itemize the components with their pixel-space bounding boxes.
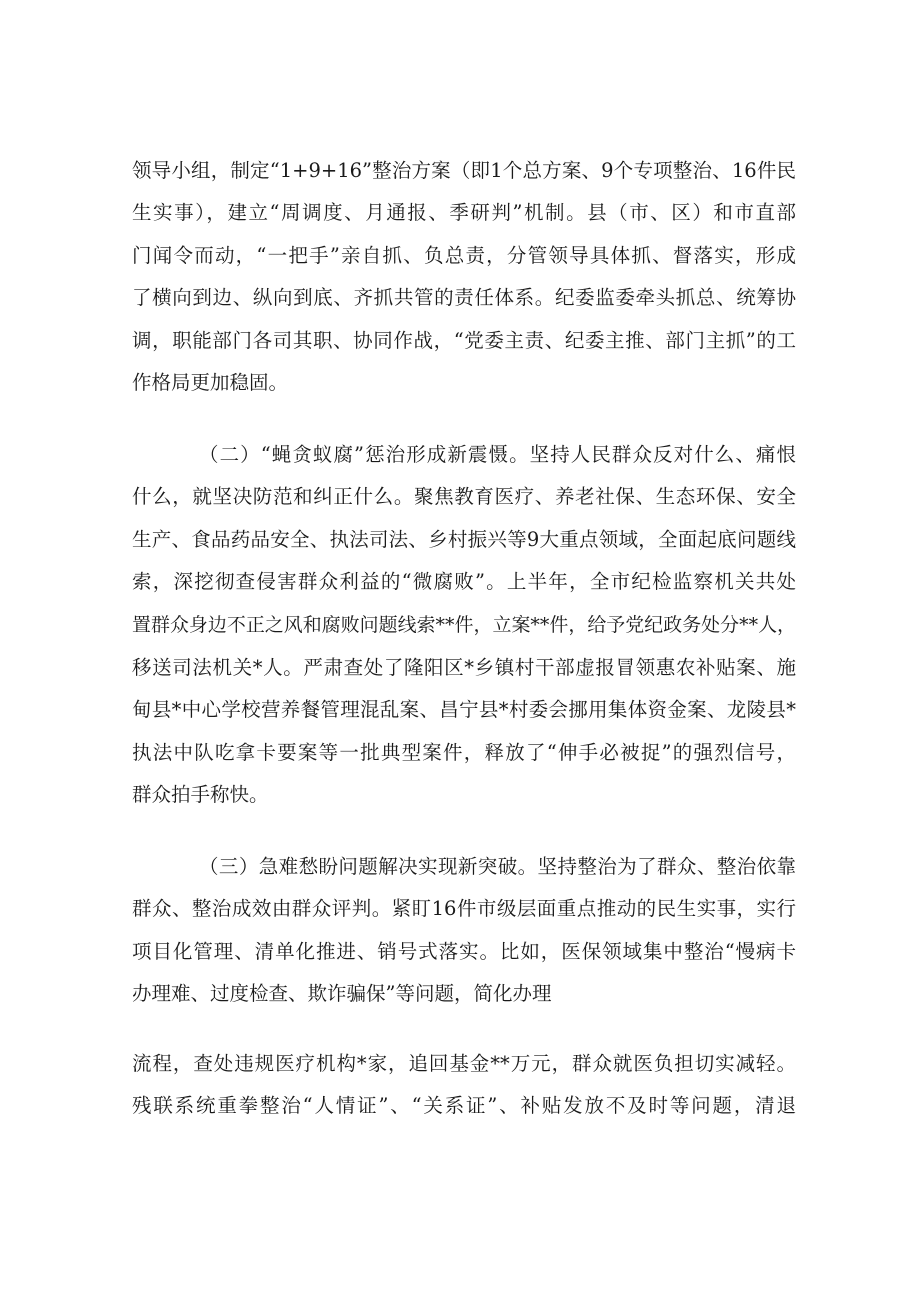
p2-line-8: 执法中队吃拿卡要案等一批典型案件，释放了“伸手必被捉”的强烈信号， (132, 741, 796, 764)
p1-line-5: 调，职能部门各司其职、协同作战，“党委主责、纪委主推、部门主抓”的工 (132, 329, 796, 352)
p1-line-3: 门闻令而动，“一把手”亲自抓、负总责，分管领导具体抓、督落实，形成 (132, 244, 796, 267)
p4-line-2: 残联系统重拳整治“人情证”、“关系证”、补贴发放不及时等问题，清退 (132, 1094, 796, 1117)
p3-line-2: 群众、整治成效由群众评判。紧盯16件市级层面重点推动的民生实事，实行 (132, 897, 796, 920)
p1-line-4: 了横向到边、纵向到底、齐抓共管的责任体系。纪委监委牵头抓总、统筹协 (132, 286, 796, 309)
p2-line-9: 群众拍手称快。 (132, 783, 269, 806)
p2-line-4: 索，深挖彻查侵害群众利益的“微腐败”。上半年，全市纪检监察机关共处 (132, 570, 796, 593)
p2-line-7: 甸县*中心学校营养餐管理混乱案、昌宁县*村委会挪用集体资金案、龙陵县* (132, 698, 796, 721)
p3-line-3: 项目化管理、清单化推进、销号式落实。比如，医保领域集中整治“慢病卡 (132, 940, 796, 963)
p1-line-6: 作格局更加稳固。 (132, 371, 289, 394)
p1-line-2: 生实事），建立“周调度、月通报、季研判”机制。县（市、区）和市直部 (132, 201, 796, 224)
p2-line-2: 什么，就坚决防范和纠正什么。聚焦教育医疗、养老社保、生态环保、安全 (132, 485, 796, 508)
p4-line-1: 流程，查处违规医疗机构*家，追回基金**万元，群众就医负担切实减轻。 (132, 1052, 796, 1075)
p3-line-1: （三）急难愁盼问题解决实现新突破。坚持整治为了群众、整治依靠 (199, 855, 796, 878)
p3-line-4: 办理难、过度检查、欺诈骗保”等问题，简化办理 (132, 982, 552, 1005)
p2-line-3: 生产、食品药品安全、执法司法、乡村振兴等9大重点领域，全面起底问题线 (132, 528, 796, 551)
p2-line-5: 置群众身边不正之风和腐败问题线索**件，立案**件，给予党纪政务处分**人， (132, 614, 796, 636)
p2-line-1: （二）“蝇贪蚁腐”惩治形成新震慑。坚持人民群众反对什么、痛恨 (199, 443, 796, 466)
p1-line-1: 领导小组，制定“1+9+16”整治方案（即1个总方案、9个专项整治、16件民 (132, 159, 796, 182)
p2-line-6: 移送司法机关*人。严肃查处了隆阳区*乡镇村干部虚报冒领惠农补贴案、施 (132, 656, 796, 679)
